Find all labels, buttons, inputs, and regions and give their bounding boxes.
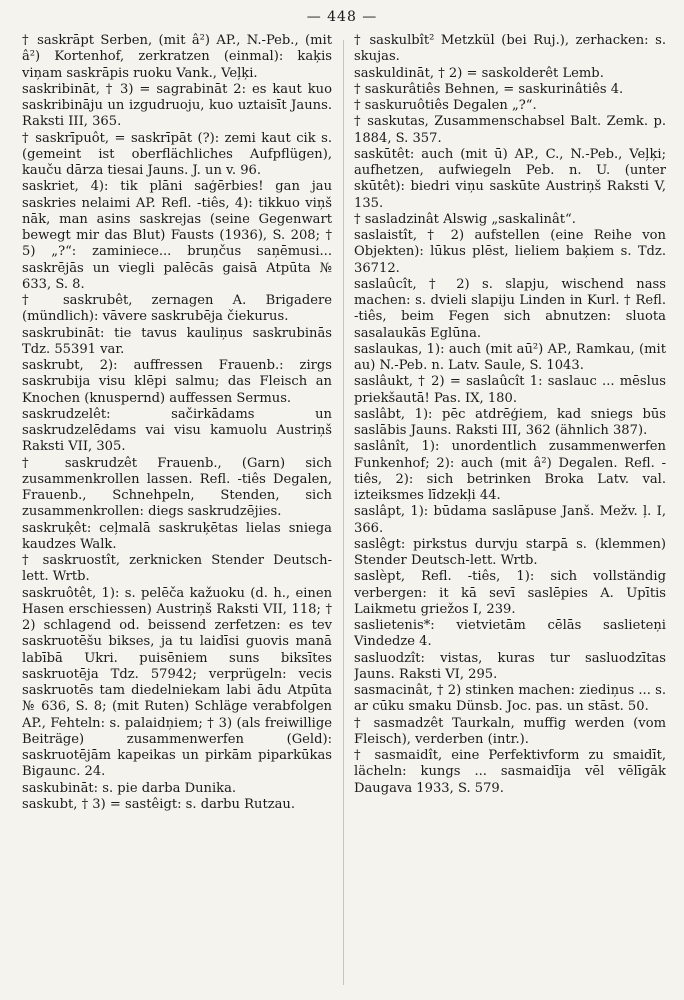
dictionary-entry: saslaukas, 1): auch (mit aū²) AP., Ramkau, (mit au) N.-Peb. n. Latv. Saule, S. 1043. xyxy=(354,341,666,373)
dictionary-entry: saskruôtêt, 1): s. pelēča kažuoku (d. h., einen Hasen erschiessen) Austriņš Raksti VII, 118; † 2) schlagend od. beissend zerfetzen: es tev saskruotēšu bikses, ja tu laidīsi guovis manā labībā Ukri. puisēniem suns biksītes saskruotēja Tdz. 57942; verprügeln: vecis saskruotēs tam diedelniekam labi ādu Atpūta № 636, S. 8; (mit Ruten) Schläge verabfolgen AP., Fehteln: s. palaidņiem; † 3) (als freiwillige Beiträge) zusammenwerfen (Geld): saskruotējām kapeikas un pirkām piparkūkas Bigaunc. 24. xyxy=(22,585,332,780)
dictionary-entry: saskrudzelêt: sačirkādams un saskrudzelēdams vai visu kamuolu Austriņš Raksti VII, 305. xyxy=(22,406,332,455)
dictionary-entry: saskuldināt, † 2) = saskolderêt Lemb. xyxy=(354,65,604,81)
dictionary-entry: saslâbt, 1): pēc atdrēģiem, kad sniegs būs saslābis Jauns. Raksti III, 362 (ähnlich 387). xyxy=(354,406,666,438)
dictionary-entry: † saskruostît, zerknicken Stender Deutsch-lett. Wrtb. xyxy=(22,553,332,585)
dictionary-entry: † saskrudzêt Frauenb., (Garn) sich zusammenkrollen lassen. Refl. -tiês Degalen, Frauenb., Schnehpeln, Stenden, sich zusammenkrollen: diegs saskrudzējies. xyxy=(22,455,332,520)
dictionary-entry: † saskurâtiês Behnen, = saskurinâtiês 4. xyxy=(354,81,624,97)
dictionary-entry: saslânît, 1): unordentlich zusammenwerfen Funkenhof; 2): auch (mit â²) Degalen. Refl. -tiês, 2): sich betrinken Broka Latv. val. izteiksmes līdzekļi 44. xyxy=(354,439,666,503)
dictionary-entry: † sasmadzêt Taurkaln, muffig werden (vom Fleisch), verderben (intr.). xyxy=(354,715,666,747)
dictionary-entry: † saskrāpt Serben, (mit â²) AP., N.-Peb., (mit â²) Kortenhof, zerkratzen (einmal): kaķis viņam saskrāpis ruoku Vank., Veļķi. xyxy=(22,33,332,81)
dictionary-entry: saskrubt, 2): auffressen Frauenb.: zirgs saskrubija visu klēpi salmu; das Fleisch an Knochen (knuspernd) auffessen Sermus. xyxy=(22,358,332,406)
dictionary-entry: saslâpt, 1): būdama saslāpuse Janš. Mežv. ļ. I, 366. xyxy=(354,504,666,536)
dictionary-entry: saslêgt: pirkstus durvju starpā s. (klemmen) Stender Deutsch-lett. Wrtb. xyxy=(354,536,666,568)
dictionary-entry: saslaûcît, † 2) s. slapju, wischend nass machen: s. dvieli slapiju Linden in Kurl. † Refl. -tiês, beim Fegen sich abnutzen: sluota sasalaukās Eglūna. xyxy=(354,276,666,341)
dictionary-entry: saskribināt, † 3) = sagrabināt 2: es kaut kuo saskribināju un izgudruoju, kuo uztaisīt Jauns. Raksti III, 365. xyxy=(22,81,332,130)
dictionary-entry: † saskrubêt, zernagen A. Brigadere (mündlich): vāvere saskrubēja čiekurus. xyxy=(22,293,332,325)
dictionary-entry: † saskulbît² Metzkül (bei Ruj.), zerhacken: s. skujas. xyxy=(354,33,666,65)
dictionary-entry: † sasmaidît, eine Perfektivform zu smaidīt, lächeln: kungs ... sasmaidīja vēl vēlīgāk Daugava 1933, S. 579. xyxy=(354,748,666,796)
dictionary-entry: saskubt, † 3) = sastêigt: s. darbu Rutzau. xyxy=(22,796,296,812)
dictionary-entry: saskūtêt: auch (mit ū) AP., C., N.-Peb., Veļķi; aufhetzen, aufwiegeln Peb. n. U. (unter skūtêt): biedri viņu saskūte Austriņš Raksti V, 135. xyxy=(354,146,666,211)
dictionary-entry: saskubināt: s. pie darba Dunika. xyxy=(22,780,237,796)
page-number: — 448 — xyxy=(306,9,378,25)
dictionary-entry: † sasladzinât Alswig „saskalinât“. xyxy=(354,211,576,227)
dictionary-entry: † saskrīpuôt, = saskrīpāt (?): zemi kaut cik s. (gemeint ist oberflächliches Aufpflügen), kauču dārza tiesai Jauns. J. un v. 96. xyxy=(22,130,332,178)
column-divider xyxy=(343,40,344,985)
dictionary-entry: saslietenis*: vietvietām cēlās saslieteņi Vindedze 4. xyxy=(354,618,666,650)
dictionary-entry: saslâukt, † 2) = saslaûcît 1: saslauc ... mēslus priekšautā! Pas. IX, 180. xyxy=(354,374,666,406)
dictionary-entry: sasmacinât, † 2) stinken machen: ziediņus ... s. ar cūku smaku Dünsb. Joc. pas. un stāst. 50. xyxy=(354,683,666,715)
dictionary-entry: saslaistît, † 2) aufstellen (eine Reihe von Objekten): lūkus plēst, lieliem baķiem s. Tdz. 36712. xyxy=(354,228,666,276)
dictionary-entry: † saskuruôtiês Degalen „?“. xyxy=(354,98,537,113)
dictionary-entry: saslèpt, Refl. -tiês, 1): sich vollständig verbergen: it kā sevī saslēpies A. Upītis Laikmetu griežos I, 239. xyxy=(354,569,666,617)
dictionary-entry: saskrubināt: tie tavus kauliņus saskrubinās Tdz. 55391 var. xyxy=(22,325,332,357)
dictionary-entry: saskruķêt: ceļmalā saskruķētas lielas sniega kaudzes Walk. xyxy=(22,520,332,552)
dictionary-entry: saskriet, 4): tik plāni saģērbies! gan jau saskries nelaimi AP. Refl. -tiês, 4): tikkuo viņš nāk, man asins saskrejas (seine Gegenwart bewegt mir das Blut) Fausts (1936), S. 208; † 5) „?“: zaminiece... bruņčus saņēmusi... saskrējās un viegli palēcās gaisā Atpūta № 633, S. 8. xyxy=(22,179,332,292)
dictionary-entry: † saskutas, Zusammenschabsel Balt. Zemk. p. 1884, S. 357. xyxy=(354,114,666,146)
left-column xyxy=(22,33,332,988)
dictionary-entry: sasluodzît: vistas, kuras tur sasluodzītas Jauns. Raksti VI, 295. xyxy=(354,650,666,682)
right-column xyxy=(354,33,666,988)
